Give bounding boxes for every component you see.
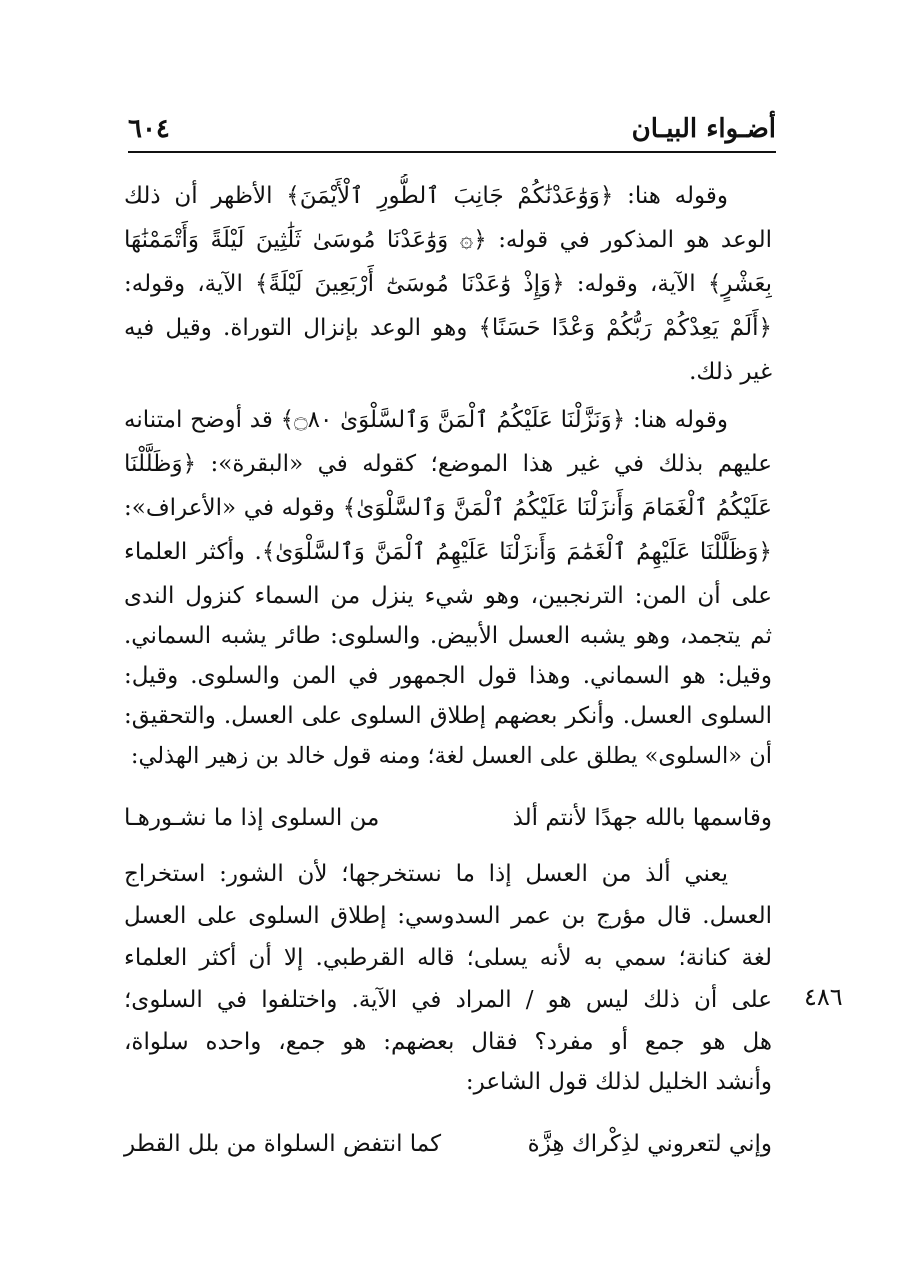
text-line: أن «السلوى» يطلق على العسل لغة؛ ومنه قول خالد بن زهير الهذلي: — [130, 743, 772, 769]
verse-first-hemistich: وقاسمها بالله جهدًا لأنتم ألذ — [512, 805, 772, 831]
text-line: ﴿أَلَمْ يَعِدْكُمْ رَبُّكُمْ وَعْدًا حَسَنًا﴾ وهو الوعد بإنزال التوراة. وقيل فيه — [124, 315, 772, 341]
header-rule — [128, 151, 776, 153]
text-line: وقوله هنا: ﴿وَوَٰعَدْنَٰكُمْ جَانِبَ ٱلطُّورِ ٱلْأَيْمَنَ﴾ الأظهر أن ذلك — [124, 183, 728, 209]
text-line: وأنشد الخليل لذلك قول الشاعر: — [465, 1069, 772, 1095]
page-number: ٦٠٤ — [128, 114, 170, 144]
text-line: على أن ذلك ليس هو / المراد في الآية. واختلفوا في السلوى؛ — [124, 987, 772, 1013]
text-line: العسل. قال مؤرج بن عمر السدوسي: إطلاق السلوى على العسل — [124, 903, 772, 929]
verse-second-hemistich: من السلوى إذا ما نشـورهـا — [124, 805, 380, 831]
text-line: ﴿وَظَلَّلْنَا عَلَيْهِمُ ٱلْغَمَٰمَ وَأَنزَلْنَا عَلَيْهِمُ ٱلْمَنَّ وَٱلسَّلْوَىٰ﴾. وأكثر العلماء — [124, 539, 772, 565]
verse-first-hemistich: وإني لتعروني لذِكْراك هِزَّة — [527, 1131, 772, 1157]
text-line: على أن المن: الترنجبين، وهو شيء ينزل من السماء كنزول الندى — [124, 583, 772, 609]
text-line: لغة كنانة؛ سمي به لأنه يسلى؛ قاله القرطبي. إلا أن أكثر العلماء — [124, 945, 772, 971]
text-line: يعني ألذ من العسل إذا ما نستخرجها؛ لأن الشور: استخراج — [124, 861, 728, 887]
text-line: الوعد هو المذكور في قوله: ﴿۞ وَوَٰعَدْنَا مُوسَىٰ ثَلَٰثِينَ لَيْلَةً وَأَتْمَمْنَٰهَا — [124, 227, 772, 253]
text-line: السلوى العسل. وأنكر بعضهم إطلاق السلوى على العسل. والتحقيق: — [124, 703, 772, 729]
text-line: غير ذلك. — [689, 359, 772, 385]
verse-second-hemistich: كما انتفض السلواة من بلل القطر — [124, 1131, 442, 1157]
text-line: وقيل: هو السماني. وهذا قول الجمهور في المن والسلوى. وقيل: — [124, 663, 772, 689]
running-title: أضـواء البيـان — [631, 114, 776, 144]
text-line: عَلَيْكُمُ ٱلْغَمَامَ وَأَنزَلْنَا عَلَيْكُمُ ٱلْمَنَّ وَٱلسَّلْوَىٰ﴾ وقوله في «الأعراف»: — [124, 495, 772, 521]
text-line: ثم يتجمد، وهو يشبه العسل الأبيض. والسلوى: طائر يشبه السماني. — [124, 623, 772, 649]
poetry-verse — [124, 796, 772, 840]
poetry-verse — [124, 1122, 772, 1166]
margin-page-marker: ٤٨٦ — [804, 983, 843, 1011]
text-line: وقوله هنا: ﴿وَنَزَّلْنَا عَلَيْكُمُ ٱلْمَنَّ وَٱلسَّلْوَىٰ ۝٨٠﴾ قد أوضح امتنانه — [124, 407, 728, 433]
page-header — [128, 108, 776, 148]
text-line: عليهم بذلك في غير هذا الموضع؛ كقوله في «البقرة»: ﴿وَظَلَّلْنَا — [124, 451, 772, 477]
text-line: بِعَشْرٍ﴾ الآية، وقوله: ﴿وَإِذْ وَٰعَدْنَا مُوسَىٰٓ أَرْبَعِينَ لَيْلَةً﴾ الآية، وقوله: — [124, 271, 772, 297]
text-line: هل هو جمع أو مفرد؟ فقال بعضهم: هو جمع، واحده سلواة، — [124, 1029, 772, 1055]
